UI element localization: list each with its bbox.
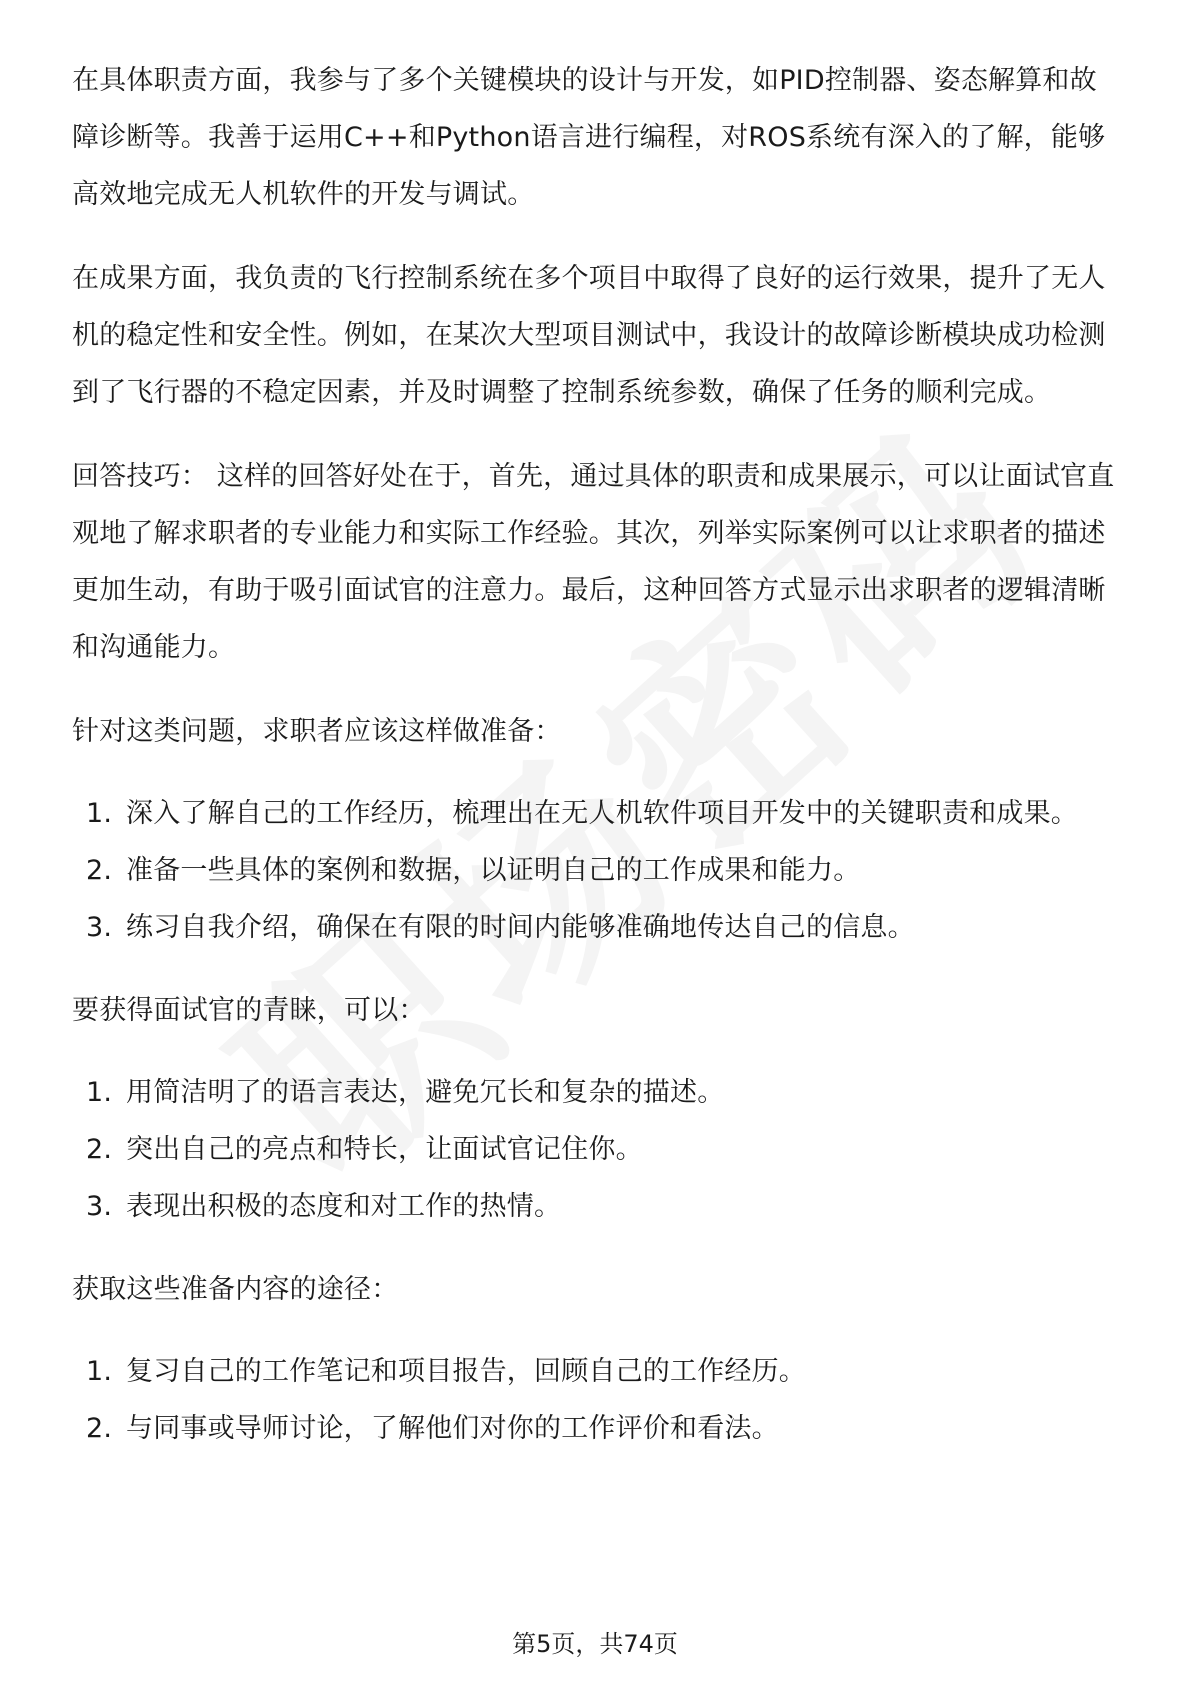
- page-number-footer: 第5页，共74页: [512, 1630, 678, 1658]
- paragraph-impress-intro: 要获得面试官的青睐，可以：: [72, 995, 426, 1026]
- list-item: 1. 用简洁明了的语言表达，避免冗长和复杂的描述。: [86, 1077, 725, 1108]
- list-item: 1. 深入了解自己的工作经历，梳理出在无人机软件项目开发中的关键职责和成果。: [86, 798, 1078, 829]
- impress-list: [72, 1064, 1118, 1235]
- list-item: 3. 表现出积极的态度和对工作的热情。: [86, 1191, 562, 1222]
- list-item: 1. 复习自己的工作笔记和项目报告，回顾自己的工作经历。: [86, 1356, 806, 1387]
- list-item: 3. 练习自我介绍，确保在有限的时间内能够准确地传达自己的信息。: [86, 912, 915, 943]
- paragraph-sources-intro: 获取这些准备内容的途径：: [72, 1274, 399, 1305]
- paragraph-preparation-intro: 针对这类问题，求职者应该这样做准备：: [72, 716, 562, 747]
- paragraph-answer-tips: 回答技巧： 这样的回答好处在于，首先，通过具体的职责和成果展示，可以让面试官直观地了解求职者的专业能力和实际工作经验。其次，列举实际案例可以让求职者的描述更加生动，有助于吸引面试官的注意力。最后，这种回答方式显示出求职者的逻辑清晰和沟通能力。: [72, 461, 1115, 663]
- sources-list: [72, 1343, 1118, 1457]
- list-item: 2. 与同事或导师讨论，了解他们对你的工作评价和看法。: [86, 1413, 779, 1444]
- list-item: 2. 准备一些具体的案例和数据，以证明自己的工作成果和能力。: [86, 855, 861, 886]
- document-body: [72, 52, 1118, 1483]
- paragraph-responsibilities: 在具体职责方面，我参与了多个关键模块的设计与开发，如PID控制器、姿态解算和故障诊断等。我善于运用C++和Python语言进行编程，对ROS系统有深入的了解，能够高效地完成无人机软件的开发与调试。: [72, 65, 1106, 210]
- list-item: 2. 突出自己的亮点和特长，让面试官记住你。: [86, 1134, 643, 1165]
- paragraph-achievements: 在成果方面，我负责的飞行控制系统在多个项目中取得了良好的运行效果，提升了无人机的稳定性和安全性。例如，在某次大型项目测试中，我设计的故障诊断模块成功检测到了飞行器的不稳定因素，并及时调整了控制系统参数，确保了任务的顺利完成。: [72, 263, 1106, 408]
- preparation-list: [72, 785, 1118, 956]
